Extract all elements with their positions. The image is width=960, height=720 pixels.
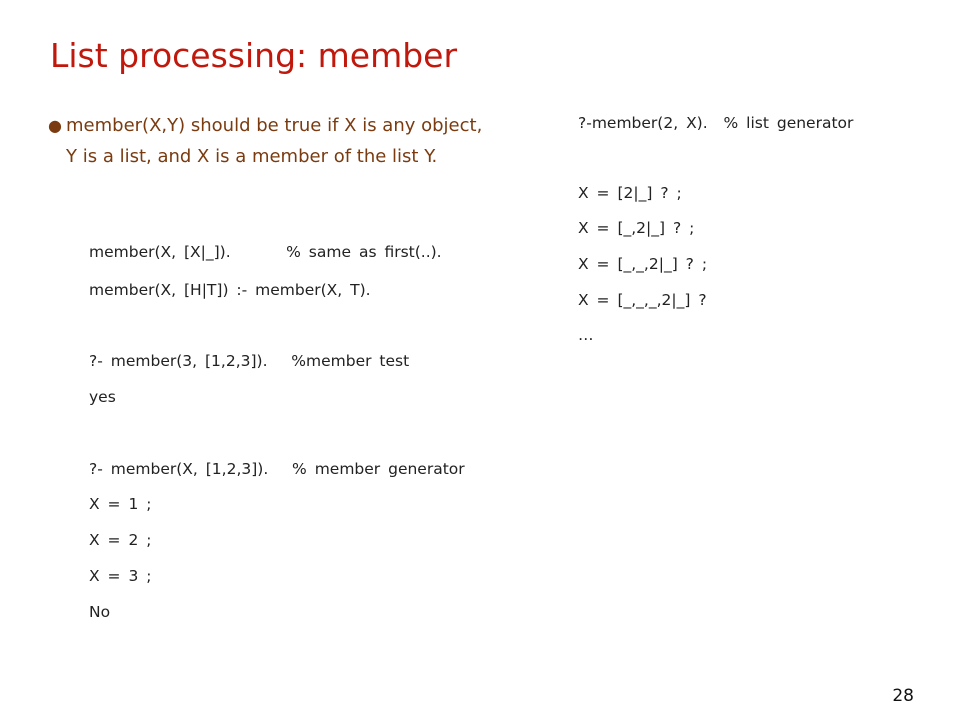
code-line: X = 3 ; — [89, 567, 152, 585]
bullet-dot-icon: ● — [48, 116, 62, 135]
slide-title: List processing: member — [50, 36, 458, 75]
code-line: X = [_,2|_] ? ; — [578, 219, 695, 237]
code-line: No — [89, 603, 111, 621]
code-line: X = 2 ; — [89, 531, 152, 549]
code-line: ?-member(2, X). % list generator — [578, 114, 854, 132]
bullet-text: member(X,Y) should be true if X is any object, Y is a list, and X is a member of the list Y. — [66, 115, 483, 167]
code-line: X = 1 ; — [89, 495, 152, 513]
code-line: X = [2|_] ? ; — [578, 184, 682, 202]
code-line: member(X, [X|_]). % same as first(..). — [89, 243, 442, 261]
code-line: yes — [89, 388, 116, 406]
code-line: … — [578, 326, 594, 344]
code-line: member(X, [H|T]) :- member(X, T). — [89, 281, 371, 299]
code-line: ?- member(X, [1,2,3]). % member generator — [89, 460, 465, 478]
code-line: X = [_,_,_,2|_] ? — [578, 291, 707, 309]
code-line: X = [_,_,2|_] ? ; — [578, 255, 708, 273]
bullet-point — [48, 110, 498, 172]
page-number: 28 — [892, 686, 914, 706]
code-line: ?- member(3, [1,2,3]). %member test — [89, 352, 410, 370]
